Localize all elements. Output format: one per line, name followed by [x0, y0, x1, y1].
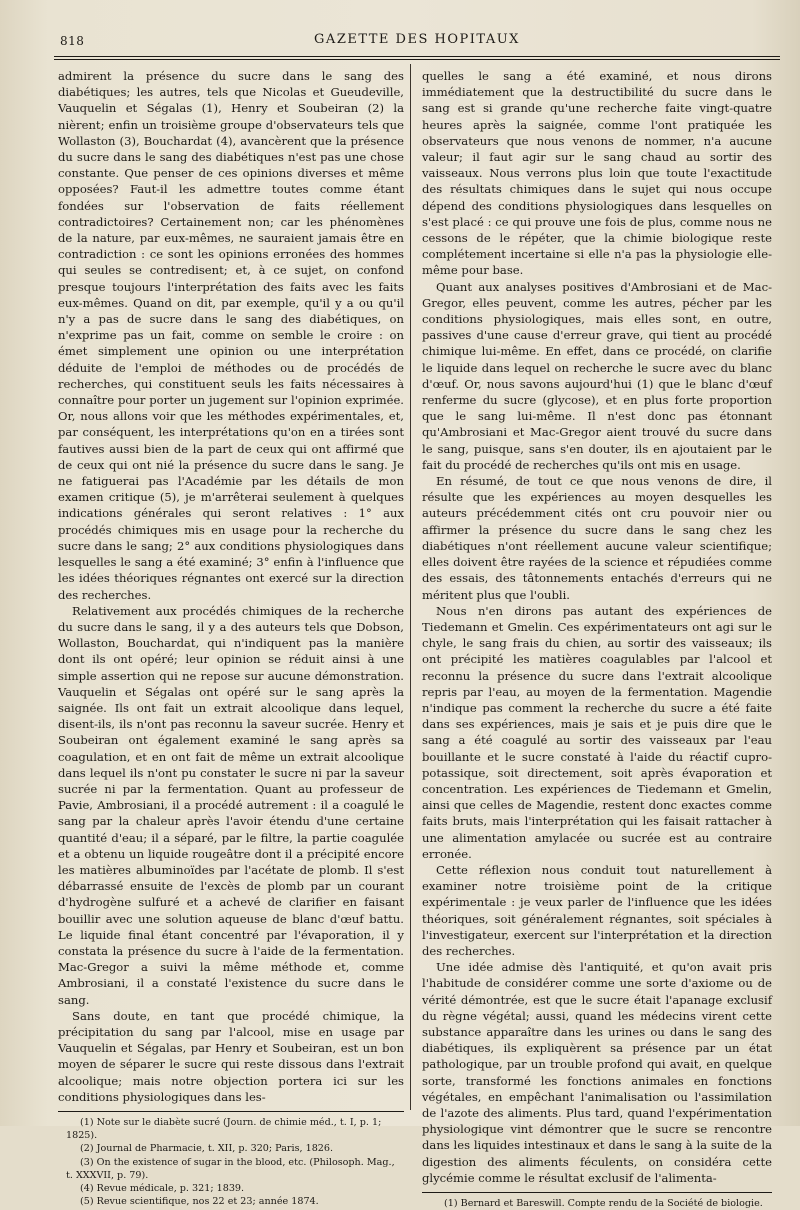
header-rule — [54, 56, 780, 60]
paragraph: Sans doute, en tant que procédé chimique, la précipitation du sang par l'alcool, mise en usage par Vauquelin et Ségalas, par Henry et Soubeiran, est un bon moyen de séparer le sucre qui reste dissous dans l'extrait alcoolique; mais notre objection portera ici sur les conditions physiologiques dans les- — [58, 1008, 404, 1104]
paragraph: quelles le sang a été examiné, et nous dirons immédiatement que la destructibilité du sucre dans le sang est si grande qu'une recherche faite vingt-quatre heures après la saignée, comme l'ont pratiquée les observateurs que nous venons de nommer, n'a aucune valeur; il faut agir sur le sang chaud au sortir des vaisseaux. Nous verrons plus loin que toute l'exactitude des résultats chimiques dans le sujet qui nous occupe dépend des conditions physiologiques dans lesquelles on s'est placé : ce qui prouve une fois de plus, comme nous ne cessons de le répéter, que la chimie biologique reste complétement incertaine si elle n'a pas la physiologie elle-même pour base. — [422, 69, 772, 278]
paragraph: Une idée admise dès l'antiquité, et qu'on avait pris l'habitude de considérer comme une sorte d'axiome ou de vérité démontrée, est que le sucre était l'apanage exclusif du règne végétal; aussi, quand les médecins virent cette substance apparaître dans les urines ou dans le sang des diabétiques, ils expliquèrent sa présence par un état pathologique, par un trouble profond qui avait, en quelque sorte, transformé les fonctions animales en fonctions végétales, en empêchant l'animalisation ou l'assimilation de l'azote des aliments. Plus tard, quand l'expérimentation physiologique vint démontrer que le sucre se rencontre dans les liquides intestinaux et dans le sang à la suite de la digestion des aliments féculents, on considéra cette glycémie comme le résultat exclusif de l'alimenta- — [422, 960, 772, 1185]
footnote: (1) Note sur le diabète sucré (Journ. de chimie méd., t. I, p. 1; 1825). — [66, 1117, 382, 1142]
page-header — [54, 30, 780, 52]
footnote-rule — [422, 1192, 772, 1193]
page-number: 818 — [60, 34, 85, 48]
footnotes — [58, 1116, 404, 1208]
footnote: (5) Revue scientifique, nos 22 et 23; année 1874. — [80, 1196, 319, 1208]
footnote-rule — [58, 1111, 404, 1112]
paragraph: En résumé, de tout ce que nous venons de dire, il résulte que les expériences au moyen desquelles les auteurs précédemment cités ont cru pouvoir nier ou affirmer la présence du sucre dans le sang chez les diabétiques n'ont réellement aucune valeur scientifique; elles doivent être rayées de la science et répudiées comme des essais, des tâtonnements entachés d'erreurs qui ne méritent plus que l'oubli. — [422, 474, 772, 602]
footnote: (4) Revue médicale, p. 321; 1839. — [80, 1183, 245, 1195]
running-title: GAZETTE DES HOPITAUX — [314, 32, 520, 47]
footnote: (2) Journal de Pharmacie, t. XII, p. 320; Paris, 1826. — [80, 1143, 334, 1155]
paragraph: Nous n'en dirons pas autant des expériences de Tiedemann et Gmelin. Ces expérimentateurs ont agi sur le chyle, le sang frais du chien, au sortir des vaisseaux; ils ont précipité les matières coagulables par l'alcool et reconnu la présence du sucre dans l'extrait alcoolique repris par l'eau, au moyen de la fermentation. Magendie n'indique pas comment la recherche du sucre a été faite dans ses expériences, mais je sais et je puis dire que le sang a été coagulé au sortir des vaisseaux par l'eau bouillante et le sucre constaté à l'aide du réactif cupro-potassique, soit directement, soit après évaporation et concentration. Les expériences de Tiedemann et Gmelin, ainsi que celles de Magendie, restent donc exactes comme faits bruts, mais l'interprétation qui les faisait rattacher à une alimentation amylacée ou sucrée est au contraire erronée. — [422, 603, 772, 861]
footnote: (1) Bernard et Bareswill. Compte rendu de la Société de biologie. — [444, 1198, 763, 1210]
paragraph: admirent la présence du sucre dans le sang des diabétiques; les autres, tels que Nicolas et Gueudeville, Vauquelin et Ségalas (1), Henry et Soubeiran (2) la nièrent; enfin un troisième groupe d'observateurs tels que Wollaston (3), Bouchardat (4), avancèrent que la présence du sucre dans le sang des diabétiques n'est pas une chose constante. Que penser de ces opinions diverses et même opposées? Faut-il les admettre toutes comme étant fondées sur l'observation de faits réellement contradictoires? Certainement non; car les phénomènes de la nature, par eux-mêmes, ne sauraient jamais être en contradiction : ce sont les opinions erronées des hommes qui seules se contredisent; et, à ce sujet, on confond presque toujours l'interprétation des faits avec les faits eux-mêmes. Quand on dit, par exemple, qu'il y a ou qu'il n'y a pas de sucre dans le sang des diabétiques, on n'exprime pas un fait, comme on semble le croire : on émet simplement une opinion ou une interprétation déduite de l'emploi de méthodes ou de procédés de recherches, qui constituent seuls les faits nécessaires à connaître pour porter un jugement sur l'opinion exprimée. Or, nous allons voir que les méthodes expérimentales, et, par conséquent, les interprétations qu'on en a tirées sont fautives aussi bien de la part de ceux qui ont affirmé que de ceux qui ont nié la présence du sucre dans le sang. Je ne fatiguerai pas l'Académie par les détails de mon examen critique (5), je m'arrêterai seulement à quelques indications générales qui seront relatives : 1° aux procédés chimiques mis en usage pour la recherche du sucre dans le sang; 2° aux conditions physiologiques dans lesquelles le sang a été examiné; 3° enfin à l'influence que les idées théoriques régnantes ont exercé sur la direction des recherches. — [58, 69, 404, 602]
paragraph: Cette réflexion nous conduit tout naturellement à examiner notre troisième point de la critique expérimentale : je veux parler de l'influence que les idées théoriques, soit généralement régnantes, soit spéciales à l'investigateur, exercent sur l'interprétation et la direction des recherches. — [422, 862, 772, 958]
footnotes — [422, 1197, 772, 1210]
footnote: (3) On the existence of sugar in the blood, etc. (Philosoph. Mag., t. XXXVII, p. 79). — [66, 1156, 395, 1181]
paragraph: Quant aux analyses positives d'Ambrosiani et de Mac-Gregor, elles peuvent, comme les autres, pécher par les conditions physiologiques, mais elles sont, en outre, passives d'une cause d'erreur grave, qui tient au procédé chimique lui-même. En effet, dans ce procédé, on clarifie le liquide dans lequel on recherche le sucre avec du blanc d'œuf. Or, nous savons aujourd'hui (1) que le blanc d'œuf renferme du sucre (glycose), et en plus forte proportion que le sang lui-même. Il n'est donc pas étonnant qu'Ambrosiani et Mac-Gregor aient trouvé du sucre dans le sang, puisque, sans s'en douter, ils en ajoutaient par le fait du procédé de recherches qu'ils ont mis en usage. — [422, 279, 772, 472]
paragraph: Relativement aux procédés chimiques de la recherche du sucre dans le sang, il y a des auteurs tels que Dobson, Wollaston, Bouchardat, qui n'indiquent pas la manière dont ils ont opéré; leur opinion se réduit ainsi à une simple assertion qui ne repose sur aucune démonstration. Vauquelin et Ségalas ont opéré sur le sang après la saignée. Ils ont fait un extrait alcoolique dans lequel, disent-ils, ils n'ont pas reconnu la saveur sucrée. Henry et Soubeiran ont également examiné le sang après sa coagulation, et en ont fait de même un extrait alcoolique dans lequel ils n'ont pu constater le sucre ni par la saveur sucrée ni par la fermentation. Quant au professeur de Pavie, Ambrosiani, il a procédé autrement : il a coagulé le sang par la chaleur après l'avoir étendu d'une certaine quantité d'eau; il a séparé, par le filtre, la partie coagulée et a obtenu un liquide rougeâtre dont il a précipité encore les matières albuminoïdes par l'acétate de plomb. Il s'est débarrassé ensuite de l'excès de plomb par un courant d'hydrogène sulfuré et a achevé de clarifier en faisant bouillir avec une solution aqueuse de blanc d'œuf battu. Le liquide final étant concentré par l'évaporation, il y constata la présence du sucre à l'aide de la fermentation. Mac-Gregor a suivi la même méthode et, comme Ambrosiani, il a constaté l'existence du sucre dans le sang. — [58, 603, 404, 1007]
column-divider — [410, 64, 411, 1110]
left-column — [58, 68, 404, 1208]
right-column — [422, 68, 772, 1210]
